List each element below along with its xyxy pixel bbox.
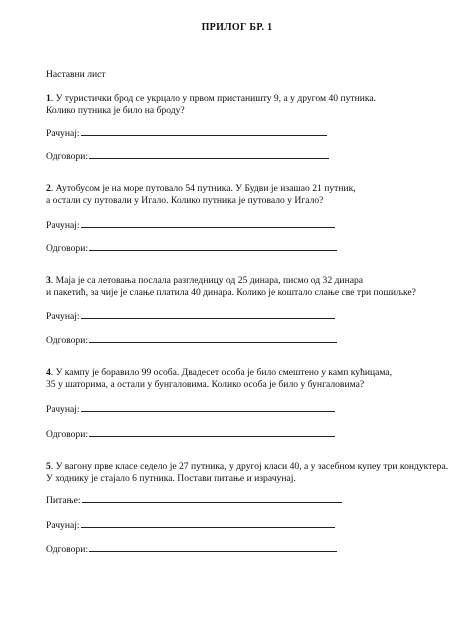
- task-5-calc-field: [46, 519, 335, 532]
- task-3-answer-field: [46, 334, 337, 347]
- task-2: [46, 183, 446, 207]
- task-5: [46, 461, 449, 485]
- task-1-calc-line[interactable]: [81, 127, 327, 136]
- task-5-calc-line[interactable]: [81, 519, 335, 528]
- task-1-answer-line[interactable]: [89, 150, 329, 159]
- task-1: [46, 93, 446, 117]
- task-2-calc-field: [46, 219, 335, 232]
- task-3-calc-line[interactable]: [81, 310, 335, 319]
- task-2-line-1: 2. Аутобусом је на море путовало 54 путника. У Будви је изашао 21 путник,: [46, 183, 356, 194]
- page-title: ПРИЛОГ БР. 1: [201, 22, 273, 33]
- task-3-number: 3: [46, 275, 51, 286]
- task-5-answer-line[interactable]: [89, 543, 337, 552]
- task-5-answer-field: [46, 543, 337, 556]
- task-2-calc-label: Рачунај:: [46, 220, 80, 231]
- task-1-line-1: 1. У туристички брод се укрцало у првом пристаништу 9, а у другом 40 путника.: [46, 93, 377, 104]
- task-3-answer-label: Одговори:: [46, 335, 89, 346]
- task-5-number: 5: [46, 461, 51, 472]
- task-4-answer-line[interactable]: [89, 428, 335, 437]
- task-3-answer-line[interactable]: [89, 334, 337, 343]
- task-4: [46, 367, 446, 391]
- task-3-calc-label: Рачунај:: [46, 311, 80, 322]
- task-1-calc-label: Рачунај:: [46, 128, 80, 139]
- task-4-answer-field: [46, 428, 335, 441]
- task-2-number: 2: [46, 183, 51, 194]
- task-3-line-2: и пакетић, за чије је слање платила 40 динара. Колико је коштало слање све три пошиљке?: [46, 286, 416, 298]
- task-5-question-field: [46, 494, 342, 507]
- task-2-line-2: а остали су путовали у Игало. Колико путника је путовало у Игало?: [46, 194, 324, 206]
- task-4-answer-label: Одговори:: [46, 429, 89, 440]
- task-1-answer-label: Одговори:: [46, 151, 89, 162]
- task-5-line-2: У ходнику је стајало 6 путника. Постави питање и израчунај.: [46, 472, 296, 484]
- task-3: [46, 275, 446, 299]
- task-1-number: 1: [46, 93, 51, 104]
- task-4-line-1: 4. У кампу је боравило 99 особа. Двадесет особа је било смештено у камп кућицама,: [46, 367, 393, 378]
- task-5-question-line[interactable]: [82, 494, 342, 503]
- task-5-question-label: Питање:: [46, 495, 81, 506]
- task-4-calc-field: [46, 403, 335, 416]
- task-4-calc-label: Рачунај:: [46, 404, 80, 415]
- task-1-answer-field: [46, 150, 329, 163]
- task-1-calc-field: [46, 127, 327, 140]
- task-2-answer-line[interactable]: [89, 242, 337, 251]
- task-2-answer-label: Одговори:: [46, 243, 89, 254]
- task-2-calc-line[interactable]: [81, 219, 335, 228]
- task-4-line-2: 35 у шаторима, а остали у бунгаловима. Колико особа је било у бунгаловима?: [46, 378, 365, 390]
- task-3-line-1: 3. Маја је са летовања послала разгледницу од 25 динара, писмо од 32 динара: [46, 275, 364, 286]
- task-5-calc-label: Рачунај:: [46, 520, 80, 531]
- task-3-calc-field: [46, 310, 335, 323]
- task-5-answer-label: Одговори:: [46, 544, 89, 555]
- task-2-answer-field: [46, 242, 337, 255]
- task-4-calc-line[interactable]: [81, 403, 335, 412]
- task-1-line-2: Колико путника је било на броду?: [46, 104, 185, 116]
- worksheet-subtitle: Наставни лист: [46, 69, 106, 80]
- task-5-line-1: 5. У вагону прве класе седело је 27 путника, у другој класи 40, а у засебном купеу три кондуктера.: [46, 461, 449, 472]
- task-4-number: 4: [46, 367, 51, 378]
